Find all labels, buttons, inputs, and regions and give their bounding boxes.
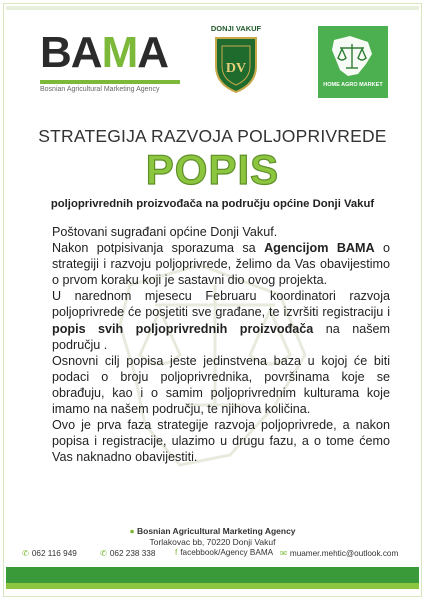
donji-vakuf-title: DONJI VAKUF [210, 24, 262, 33]
paragraph-registration: U narednom mjesecu Februaru koordinatori razvoja poljoprivrede će posjetiti sve građane, te izvršiti registraciju i popis svih poljoprivrednih proizvođača na našem području . [52, 289, 390, 352]
top-band [6, 6, 419, 10]
greeting: Poštovani sugrađani općine Donji Vakuf. [52, 225, 278, 239]
home-agro-market-logo [318, 26, 388, 98]
footer-bar [6, 567, 419, 583]
mail-icon: ✉ [280, 549, 287, 558]
shield-icon [214, 36, 258, 94]
donji-vakuf-logo [207, 24, 265, 102]
footer-email: ✉ muamer.mehtic@outlook.com [280, 549, 399, 558]
paragraph-next-phase: Ovo je prva faza strategije razvoja poljoprivrede, a nakon popisa i registracije, ulazimo u drugu fazu, a o tome ćemo Vas naknadno obavijestiti. [52, 418, 390, 465]
footer-address: Torlakovac bb, 70220 Donji Vakuf [149, 537, 276, 547]
footer-phone-1: ✆ 062 116 949 [22, 549, 77, 558]
paragraph-agreement: Nakon potpisivanja sporazuma sa Agencijom BAMA o strategiji i razvoju poljoprivrede, želimo da Vas obavijestimo o prvom koraku koji je sastavni dio ovog projekta. [52, 241, 390, 288]
location-icon: ● [129, 526, 135, 536]
footer-facebook: f facebbook/Agency BAMA [175, 548, 274, 557]
bama-subtitle: Bosnian Agricultural Marketing Agency [40, 86, 160, 93]
strategy-heading: STRATEGIJA RAZVOJA POLJOPRIVREDE [38, 126, 387, 146]
bama-logo [40, 28, 185, 98]
popis-subtitle: poljoprivrednih proizvođača na području općine Donji Vakuf [50, 198, 375, 210]
paragraph-goal: Osnovni cilj popisa jeste jedinstvena baza u kojoj će biti podaci o broju poljoprivrednika, površinama koje se obrađuju, kao i o samim poljoprivrednim kulturama koje imamo na našem području, te njihova količina. [52, 353, 390, 417]
footer-bar-accent [6, 583, 419, 589]
popis-bold: popis svih poljoprivrednih proizvođača [52, 321, 314, 336]
announcement-body [52, 224, 390, 465]
bama-wordmark: BAMA [40, 28, 168, 77]
footer-phone-2: ✆ 062 238 338 [100, 549, 156, 558]
phone-icon: ✆ [100, 549, 107, 558]
home-agro-market-text: HOME AGRO MARKET [323, 82, 383, 88]
bih-map-scales-icon [328, 32, 378, 80]
facebook-icon: f [175, 548, 178, 557]
footer-agency: ● Bosnian Agricultural Marketing Agency [129, 526, 296, 536]
bama-rule [40, 80, 180, 84]
popis-title: POPIS [145, 146, 280, 193]
donji-vakuf-mark: DV [225, 61, 247, 76]
bama-agency-bold: Agencijom BAMA [264, 241, 375, 256]
phone-icon: ✆ [22, 549, 29, 558]
